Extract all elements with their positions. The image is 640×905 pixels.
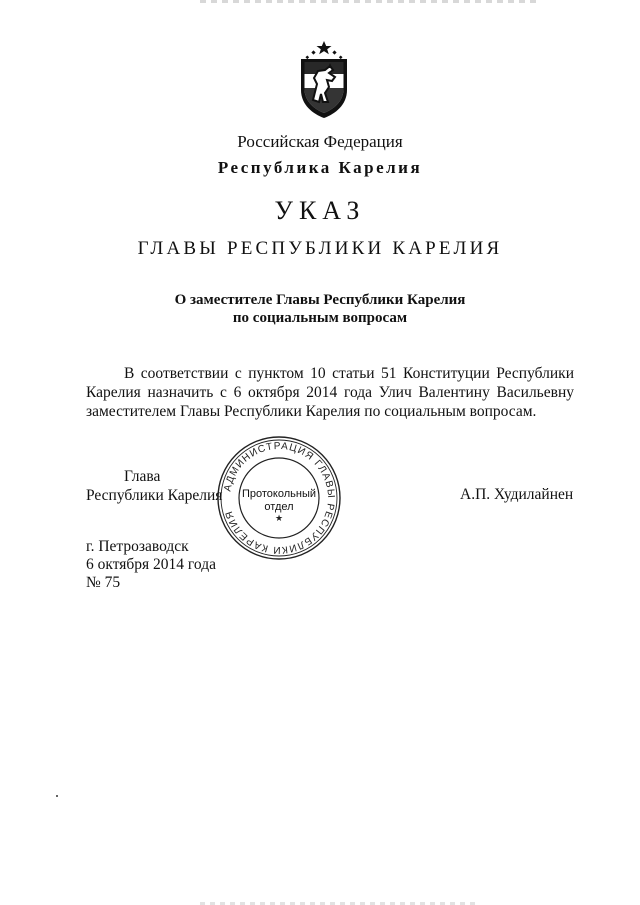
place-date-number (86, 538, 216, 592)
issue-city: г. Петрозаводск (86, 538, 189, 555)
issuer-title: ГЛАВЫ РЕСПУБЛИКИ КАРЕЛИЯ (137, 238, 503, 259)
country-name: Российская Федерация (237, 132, 403, 151)
signatory-position (86, 467, 226, 505)
scan-edge-top (200, 0, 540, 3)
position-line-1: Глава (124, 468, 161, 485)
stamp-center-line-1: Протокольный (241, 488, 317, 500)
document-type: УКАЗ (274, 196, 366, 225)
decree-body (86, 364, 574, 421)
scan-speck (56, 795, 58, 797)
stamp-star-icon: ★ (274, 513, 284, 523)
coat-of-arms-icon (295, 40, 353, 120)
official-stamp (216, 435, 342, 561)
subject-line-2: по социальным вопросам (232, 310, 408, 326)
subject-line-1: О заместителе Главы Республики Карелия (174, 292, 466, 308)
decree-number: № 75 (86, 574, 121, 591)
stamp-center-line-2: отдел (264, 501, 294, 513)
republic-name: Республика Карелия (217, 158, 423, 177)
signatory-name: А.П. Худилайнен (460, 486, 574, 503)
stamp-ring-text: АДМИНИСТРАЦИЯ ГЛАВЫ РЕСПУБЛИКИ КАРЕЛИЯ (222, 440, 337, 556)
position-line-2: Республики Карелия (86, 487, 223, 504)
body-paragraph: В соответствии с пунктом 10 статьи 51 Конституции Республики Карелия назначить с 6 октября 2014 года Улич Валентину Васильевну заместителем Главы Республики Карелия по социальным вопросам. (86, 365, 574, 420)
issue-date: 6 октября 2014 года (86, 556, 216, 573)
decree-subject (0, 291, 640, 327)
